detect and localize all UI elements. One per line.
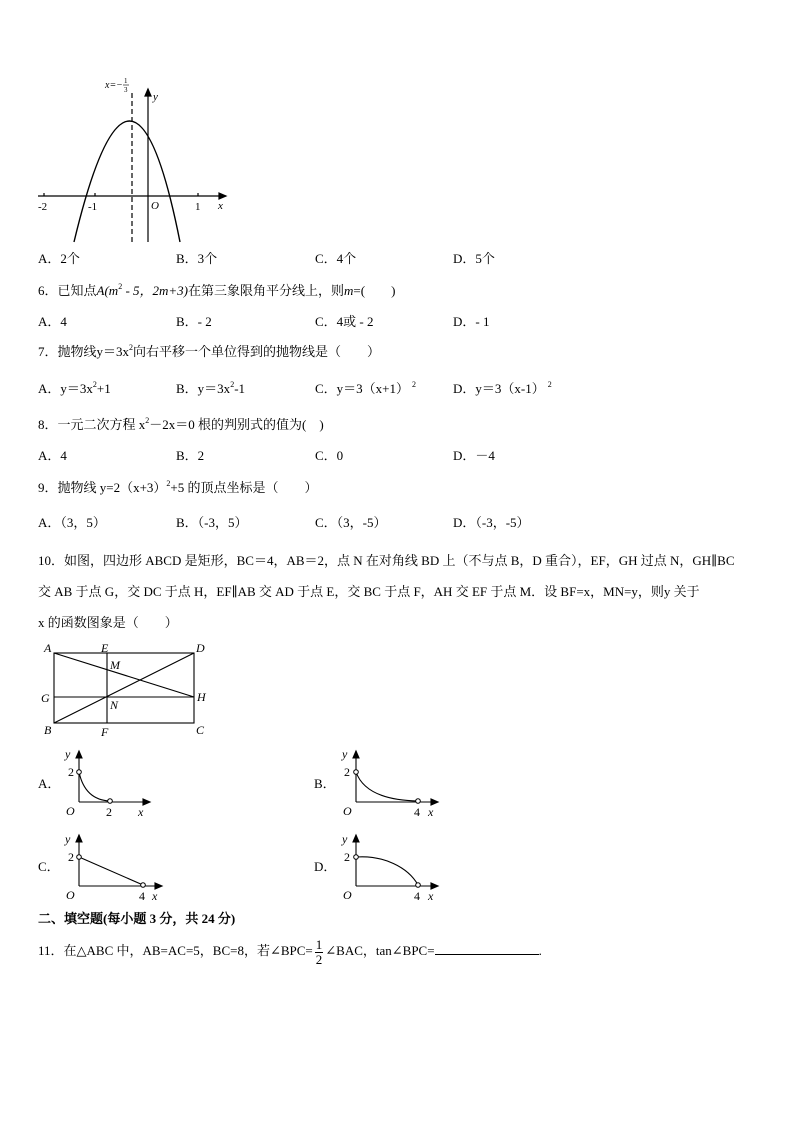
option-letter: D． (453, 314, 476, 329)
q10-stem-line1: 10．如图，四边形 ABCD 是矩形，BC＝4，AB＝2，点 N 在对角线 BD 上（不与点 B，D 重合），EF，GH 过点 N，GH∥BC (38, 553, 735, 568)
y-tick-label: 2 (68, 850, 74, 864)
q7-option-a[interactable] (38, 381, 111, 397)
x-axis-label: x (218, 200, 223, 212)
option-text: （-3，-5） (475, 515, 530, 530)
y-axis-label: y (65, 747, 71, 761)
label-a: A (44, 641, 52, 655)
label-d: D (196, 641, 205, 655)
q7-option-b[interactable] (176, 381, 245, 397)
option-letter: C． (315, 448, 337, 463)
label-h: H (197, 690, 206, 704)
label-e: E (101, 641, 109, 655)
x-tick-label: 4 (414, 889, 420, 903)
option-text: －4 (475, 448, 495, 463)
q10-stem-line3: x 的函数图象是（ ） (38, 615, 178, 630)
y-axis-label: y (65, 832, 71, 846)
q10-option-c-letter[interactable]: C． (38, 859, 60, 874)
option-letter: C． (315, 314, 337, 329)
q10-option-b-letter[interactable]: B． (314, 776, 336, 791)
option-text: - 1 (475, 314, 490, 329)
x-axis-label: x (152, 889, 158, 903)
q7-stem (38, 344, 380, 360)
option-text: 4或 - 2 (336, 314, 374, 329)
q11-stem-b: ∠BAC，tan∠BPC= (325, 943, 435, 958)
origin-label: O (151, 200, 159, 212)
axis-frac-den: 3 (124, 86, 128, 94)
option-text: y＝3（x+1） (336, 381, 410, 396)
option-sup: 2 (230, 380, 235, 389)
q10-option-a-graph[interactable] (60, 745, 160, 820)
q10-option-d-graph[interactable] (338, 829, 448, 904)
q10-option-c-graph[interactable] (60, 829, 170, 904)
tick-label-neg1: -1 (88, 201, 98, 213)
x-axis-label: x (428, 889, 434, 903)
q11-end: . (538, 943, 542, 958)
option-text: 2 (197, 448, 205, 463)
option-text: （-3，5） (197, 515, 248, 530)
option-sup: 2 (92, 380, 97, 389)
option-letter: B． (176, 515, 198, 530)
option-letter: A． (38, 381, 61, 396)
q6-option-a[interactable] (38, 314, 67, 330)
origin-label: O (66, 888, 75, 902)
y-axis-label: y (153, 91, 158, 103)
option-text: （3，5） (60, 515, 106, 530)
option-letter: D． (453, 251, 476, 266)
label-c: C (196, 723, 205, 737)
option-text: 4 (60, 448, 67, 463)
q6-coords-rest: - 5，2m+3) (122, 283, 189, 298)
option-letter: D． (453, 381, 476, 396)
q7-option-d[interactable] (453, 381, 552, 397)
q8-option-b[interactable] (176, 448, 204, 464)
q6-coords: (m (104, 283, 119, 298)
y-axis-label: y (342, 747, 348, 761)
q11-stem (38, 934, 542, 968)
option-text: 0 (336, 448, 344, 463)
q6-prefix: 6．已知点 (38, 283, 97, 298)
q6-var: m (344, 283, 354, 298)
section-heading: 二、填空题(每小题 3 分，共 24 分) (38, 911, 236, 926)
q9-stem-b: +5 的顶点坐标是（ ） (170, 480, 318, 495)
option-text: - 2 (197, 314, 212, 329)
option-letter: A． (38, 314, 61, 329)
fraction-numerator: 1 (315, 936, 323, 952)
option-letter: D． (453, 515, 476, 530)
q8-stem-b: －2x＝0 根的判别式的值为( ) (149, 417, 324, 432)
option-letter: C． (315, 381, 337, 396)
q5-option-d[interactable] (453, 251, 495, 267)
q9-option-d[interactable] (453, 515, 530, 531)
option-text: 3个 (197, 251, 218, 266)
label-b: B (44, 723, 52, 737)
q6-suffix: 在第三象限角平分线上，则 (188, 283, 345, 298)
x-axis-label: x (138, 805, 144, 819)
y-tick-label: 2 (68, 765, 74, 779)
q11-stem-a: 11．在△ABC 中，AB=AC=5，BC=8，若∠BPC= (38, 943, 313, 958)
option-letter: B． (176, 251, 198, 266)
q9-stem-a: 9．抛物线 y=2（x+3） (38, 480, 167, 495)
q6-point: A (96, 283, 105, 298)
axis-of-symmetry-label: x=− (105, 80, 123, 91)
answer-blank[interactable] (435, 942, 539, 955)
x-axis-label: x (428, 805, 434, 819)
fraction-denominator: 2 (315, 951, 323, 967)
option-text: 2个 (60, 251, 80, 266)
q8-option-d[interactable] (453, 448, 495, 464)
q8-option-c[interactable] (315, 448, 343, 464)
q6-option-b[interactable] (176, 314, 212, 330)
option-letter: A． (38, 515, 61, 530)
origin-label: O (343, 888, 352, 902)
q10-option-b-graph[interactable] (338, 745, 448, 820)
origin-label: O (343, 804, 352, 818)
q11-fraction (315, 938, 324, 967)
option-sup: 2 (412, 380, 417, 389)
axis-frac-num: 1 (124, 77, 128, 85)
y-tick-label: 2 (344, 765, 350, 779)
option-sup: 2 (547, 380, 552, 389)
tick-label-neg2: -2 (38, 201, 48, 213)
label-f: F (101, 725, 109, 739)
q8-stem: 8．一元二次方程 $x^2-2x=0$ 根的判别式的值为( ) (38, 416, 324, 432)
q9-option-a[interactable] (38, 515, 106, 531)
option-text: y＝3x (60, 381, 93, 396)
q10-option-d-letter[interactable]: D． (314, 859, 337, 874)
option-letter: B． (176, 314, 198, 329)
q5-option-b[interactable] (176, 251, 217, 267)
q6-option-c[interactable] (315, 314, 374, 330)
q10-stem-line2: 交 AB 于点 G，交 DC 于点 H，EF∥AB 交 AD 于点 E，交 BC 于点 F，AH 交 EF 于点 M．设 BF=x，MN=y，则y 关于 (38, 584, 700, 599)
x-tick-label: 4 (139, 889, 145, 903)
q9-stem: 9．抛物线 $y=2(x+3)^2+5$ 的顶点坐标是（ ） (38, 479, 318, 495)
option-text: （3，-5） (336, 515, 387, 530)
q7-stem-b: 向右平移一个单位得到的抛物线是（ ） (133, 344, 381, 359)
parabola-graph (30, 75, 240, 247)
q8-option-a[interactable] (38, 448, 67, 464)
q8-stem-a: 8．一元二次方程 x (38, 417, 146, 432)
q5-option-c[interactable] (315, 251, 356, 267)
option-letter: C． (315, 251, 337, 266)
q9-option-c[interactable] (315, 515, 387, 531)
q6-end: =( ) (353, 283, 396, 298)
option-letter: A． (38, 251, 61, 266)
option-text: 4个 (336, 251, 357, 266)
option-letter: D． (453, 448, 476, 463)
q7-stem-a: 7．抛物线y＝3x (38, 344, 130, 359)
q7-option-c[interactable] (315, 381, 416, 397)
q5-option-a[interactable] (38, 251, 80, 267)
option-letter: A． (38, 448, 61, 463)
option-text-b: -1 (234, 381, 246, 396)
y-axis-label: y (342, 832, 348, 846)
option-text-b: +1 (96, 381, 111, 396)
label-m: M (110, 658, 120, 672)
option-letter: B． (176, 381, 198, 396)
option-text: y＝3（x-1） (475, 381, 545, 396)
q6-stem: 6．已知点$A(m^2 - 5$，2m+3)在第三象限角平分线上，则m=( ) (38, 282, 396, 298)
label-g: G (41, 691, 50, 705)
y-tick-label: 2 (344, 850, 350, 864)
q10-option-a-letter[interactable]: A． (38, 776, 61, 791)
x-tick-label: 4 (414, 805, 420, 819)
q10-rectangle-figure (36, 640, 216, 740)
option-text: 5个 (475, 251, 495, 266)
q9-option-b[interactable] (176, 515, 248, 531)
q6-option-d[interactable] (453, 314, 489, 330)
option-text: y＝3x (197, 381, 231, 396)
origin-label: O (66, 804, 75, 818)
option-text: 4 (60, 314, 67, 329)
x-tick-label: 2 (106, 805, 112, 819)
option-letter: B． (176, 448, 198, 463)
q7-sup: 2 (129, 343, 134, 352)
tick-label-1: 1 (195, 201, 201, 213)
label-n: N (110, 698, 119, 712)
option-letter: C． (315, 515, 337, 530)
